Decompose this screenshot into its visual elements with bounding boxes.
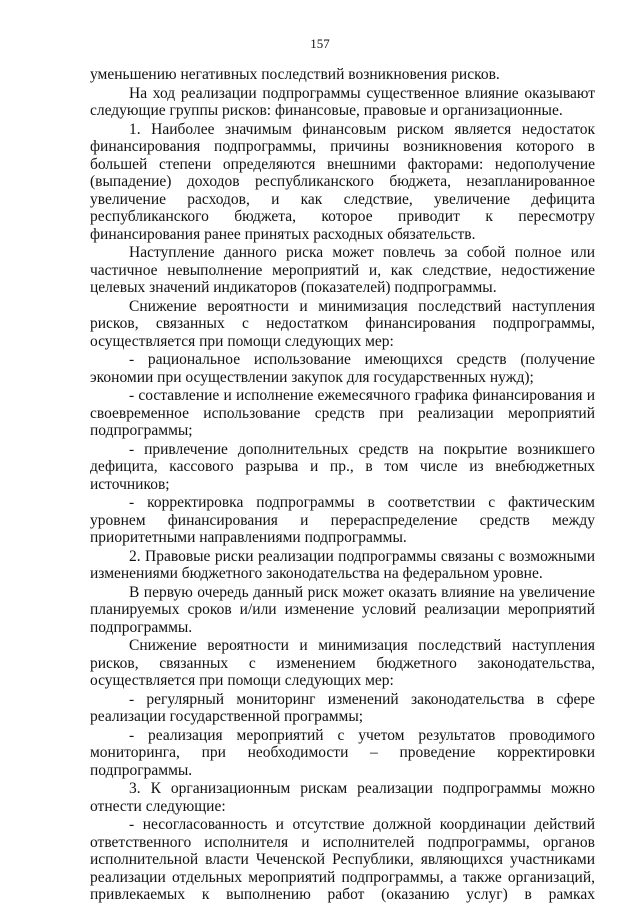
paragraph: Наступление данного риска может повлечь за собой полное или частичное невыполнение мероприятий и, как следствие, недостижение целевых значений индикаторов (показателей) подпрограммы.	[90, 244, 595, 296]
paragraph: Снижение вероятности и минимизация последствий наступления рисков, связанных с изменением бюджетного законодательства, осуществляется при помощи следующих мер:	[90, 637, 595, 689]
list-item: - привлечение дополнительных средств на покрытие возникшего дефицита, кассового разрыва и пр., в том числе из внебюджетных источников;	[90, 440, 595, 493]
list-item: - составление и исполнение ежемесячного графика финансирования и своевременное использование средств при реализации мероприятий подпрограммы;	[90, 387, 595, 439]
document-body	[90, 66, 595, 905]
paragraph: 2. Правовые риски реализации подпрограммы связаны с возможными изменениями бюджетного законодательства на федеральном уровне.	[90, 547, 595, 582]
list-item: - корректировка подпрограммы в соответствии с фактическим уровнем финансирования и перераспределение средств между приоритетными направлениями подпрограммы.	[90, 494, 595, 546]
paragraph: 3. К организационным рискам реализации подпрограммы можно отнести следующие:	[90, 780, 595, 815]
paragraph: На ход реализации подпрограммы существенное влияние оказывают следующие группы рисков: финансовые, правовые и организационные.	[90, 84, 595, 119]
list-item: - рациональное использование имеющихся средств (получение экономии при осуществлении закупок для государственных нужд);	[90, 351, 595, 386]
paragraph: В первую очередь данный риск может оказать влияние на увеличение планируемых сроков и/или изменение условий реализации мероприятий подпрограммы.	[90, 583, 595, 636]
paragraph: 1. Наиболее значимым финансовым риском является недостаток финансирования подпрограммы, причины возникновения которого в большей степени определяются внешними факторами: недополучение (выпадение) доходов республиканского бюджета, незапланированное увеличение расходов, и как следствие, увеличение дефицита республиканского бюджета, которое приводит к пересмотру финансирования ранее принятых расходных обязательств.	[90, 120, 595, 243]
page-number: 157	[310, 36, 330, 51]
paragraph: Снижение вероятности и минимизация последствий наступления рисков, связанных с недостатком финансирования подпрограммы, осуществляется при помощи следующих мер:	[90, 297, 595, 350]
paragraph: уменьшению негативных последствий возникновения рисков.	[90, 66, 500, 83]
list-item: - реализация мероприятий с учетом результатов проводимого мониторинга, при необходимости – проведение корректировки подпрограммы.	[90, 726, 595, 779]
list-item: - несогласованность и отсутствие должной координации действий ответственного исполнителя и исполнителей подпрограммы, органов исполнительной власти Чеченской Республики, являющихся участниками реализации отдельных мероприятий подпрограммы, а также организаций, привлекаемых к выполнению работ (оказанию услуг) в рамках	[90, 816, 595, 903]
list-item: - регулярный мониторинг изменений законодательства в сфере реализации государственной программы;	[90, 690, 595, 725]
